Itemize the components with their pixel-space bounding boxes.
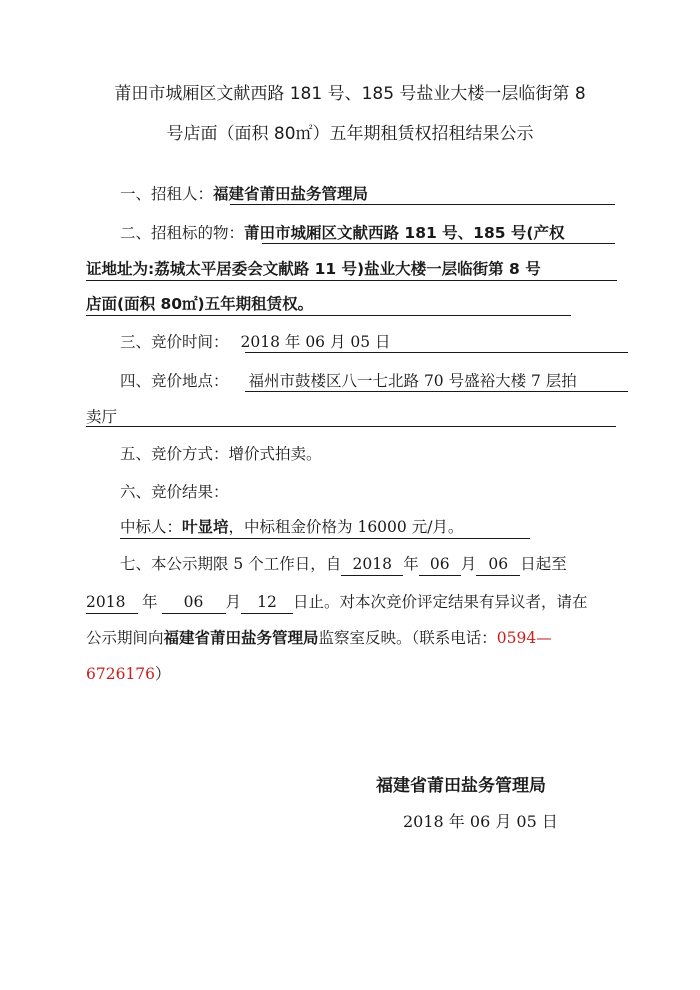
section-method: 五、竞价方式：增价式拍卖。 [120, 445, 322, 463]
section-tenderer: 一、招租人：福建省莆田盐务管理局 [120, 185, 369, 203]
period-line-4: 6726176） [86, 665, 171, 683]
underline [86, 280, 617, 281]
underline [86, 426, 616, 427]
title-line-1: 莆田市城厢区文献西路 181 号、185 号盐业大楼一层临街第 8 [114, 84, 586, 104]
underline [230, 204, 615, 205]
section-place: 四、竞价地点： 福州市鼓楼区八一七北路 70 号盛裕大楼 7 层拍 [120, 372, 577, 390]
place-line-2: 卖厅 [86, 408, 118, 426]
period-line-2: 2018 年 06 月 12 日止。对本次竞价评定结果有异议者，请在 [86, 591, 631, 614]
title-line-2: 号店面（面积 80㎡）五年期租赁权招租结果公示 [166, 124, 534, 144]
period-line-3: 公示期间向福建省莆田盐务管理局监察室反映。（联系电话：0594— [86, 629, 552, 647]
underline [262, 243, 615, 244]
underline [120, 538, 530, 539]
section-period: 七、本公示期限 5 个工作日，自 2018 年 06 月 06 日起至 [120, 553, 632, 576]
section-result: 六、竞价结果： [120, 483, 229, 501]
winner-name: 叶显培 [182, 518, 229, 536]
section-object: 二、招租标的物：莆田市城厢区文献西路 181 号、185 号(产权 [120, 224, 565, 242]
underline [245, 352, 628, 353]
underline [86, 315, 571, 316]
object-line-2: 证地址为:荔城太平居委会文献路 11 号)盐业大楼一层临街第 8 号 [86, 260, 541, 278]
signature-date: 2018 年 06 月 05 日 [403, 812, 558, 831]
tenderer-value: 福建省莆田盐务管理局 [213, 185, 369, 203]
result-winner: 中标人：叶显培，中标租金价格为 16000 元/月。 [120, 518, 464, 536]
underline [245, 391, 628, 392]
section-time: 三、竞价时间： 2018 年 06 月 05 日 [120, 333, 391, 351]
object-line-3: 店面(面积 80㎡)五年期租赁权。 [86, 295, 314, 313]
signature-org: 福建省莆田盐务管理局 [376, 776, 546, 796]
phone-number: 0594— [496, 629, 552, 647]
